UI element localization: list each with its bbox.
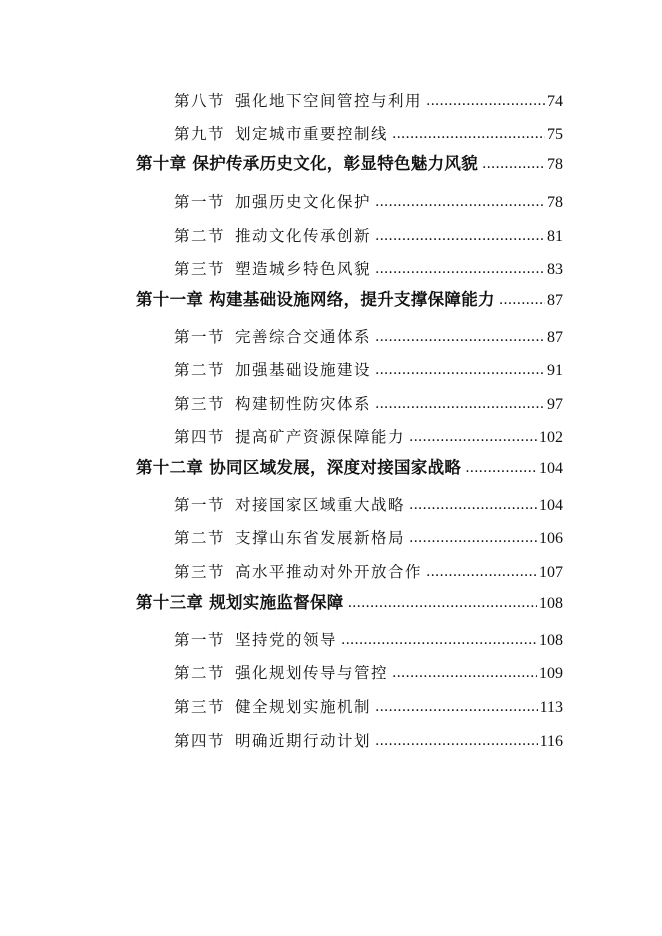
toc-entry-title: 明确近期行动计划: [235, 732, 372, 750]
toc-page-number: 102: [539, 429, 563, 446]
toc-entry-title: 高水平推动对外开放合作: [235, 563, 423, 581]
toc-dot-leader: [375, 729, 538, 753]
toc-section-number: 第八节: [174, 92, 226, 110]
toc-entry-label: [174, 560, 422, 584]
toc-section-number: 第二节: [174, 227, 226, 245]
toc-page-number: 78: [547, 194, 563, 211]
toc-page-number: 104: [539, 460, 563, 477]
toc-entry-title: 塑造城乡特色风貌: [235, 260, 372, 278]
toc-section-number: 第四节: [174, 732, 226, 750]
toc-entry-label: [174, 695, 371, 719]
toc-entry-title: 提高矿产资源保障能力: [235, 428, 406, 446]
toc-entry-label: [136, 591, 344, 615]
toc-entry[interactable]: [174, 560, 563, 584]
toc-section-number: 第二节: [174, 529, 226, 547]
toc-entry[interactable]: [174, 122, 563, 146]
toc-page-number: 107: [539, 564, 563, 581]
toc-chapter-entry[interactable]: [136, 591, 563, 615]
toc-dot-leader: [375, 695, 538, 719]
toc-page-number: 109: [539, 665, 563, 682]
toc-entry-title: 加强基础设施建设: [235, 361, 372, 379]
toc-entry-label: [174, 661, 388, 685]
toc-entry[interactable]: [174, 89, 563, 113]
toc-page-number: 106: [539, 530, 563, 547]
toc-section-number: 第三节: [174, 563, 226, 581]
toc-page-number: 113: [539, 699, 563, 716]
toc-entry-label: [136, 456, 461, 480]
toc-dot-leader: [426, 89, 545, 113]
toc-page-number: 87: [547, 292, 563, 309]
toc-dot-leader: [348, 591, 537, 615]
toc-chapter-number: 第十章: [136, 154, 187, 173]
toc-entry-label: [174, 190, 371, 214]
toc-chapter-entry[interactable]: [136, 288, 563, 312]
toc-dot-leader: [482, 152, 545, 176]
toc-section-number: 第二节: [174, 664, 226, 682]
toc-entry[interactable]: [174, 493, 563, 517]
toc-entry-title: 推动文化传承创新: [235, 227, 372, 245]
toc-entry-title: 完善综合交通体系: [235, 328, 372, 346]
toc-chapter-title: 规划实施监督保障: [209, 593, 344, 612]
toc-dot-leader: [392, 661, 537, 685]
toc-entry[interactable]: [174, 425, 563, 449]
toc-section-number: 第二节: [174, 361, 226, 379]
toc-entry-label: [174, 358, 371, 382]
toc-dot-leader: [375, 224, 545, 248]
toc-dot-leader: [375, 190, 545, 214]
toc-section-number: 第九节: [174, 125, 226, 143]
toc-entry[interactable]: [174, 729, 563, 753]
toc-dot-leader: [375, 392, 545, 416]
toc-dot-leader: [341, 628, 537, 652]
toc-entry-title: 划定城市重要控制线: [235, 125, 389, 143]
toc-entry-label: [136, 288, 495, 312]
toc-section-number: 第一节: [174, 328, 226, 346]
toc-entry[interactable]: [174, 325, 563, 349]
toc-page-number: 108: [539, 595, 563, 612]
toc-entry[interactable]: [174, 224, 563, 248]
toc-chapter-entry[interactable]: [136, 456, 563, 480]
toc-entry-label: [174, 425, 405, 449]
toc-entry-title: 对接国家区域重大战略: [235, 496, 406, 514]
toc-dot-leader: [465, 456, 537, 480]
toc-chapter-number: 第十二章: [136, 458, 204, 477]
toc-chapter-number: 第十三章: [136, 593, 204, 612]
toc-entry-label: [136, 152, 478, 176]
toc-chapter-number: 第十一章: [136, 290, 204, 309]
toc-dot-leader: [375, 325, 545, 349]
toc-page-number: 74: [547, 93, 563, 110]
toc-page-number: 104: [539, 497, 563, 514]
toc-entry-label: [174, 526, 405, 550]
toc-page-number: 75: [547, 126, 563, 143]
toc-entry[interactable]: [174, 358, 563, 382]
toc-entry-title: 强化规划传导与管控: [235, 664, 389, 682]
toc-entry[interactable]: [174, 257, 563, 281]
toc-entry[interactable]: [174, 526, 563, 550]
toc-entry-label: [174, 729, 371, 753]
toc-entry[interactable]: [174, 392, 563, 416]
toc-page-number: 78: [547, 156, 563, 173]
toc-section-number: 第三节: [174, 260, 226, 278]
toc-entry[interactable]: [174, 628, 563, 652]
toc-page-number: 87: [547, 329, 563, 346]
toc-entry-title: 坚持党的领导: [235, 631, 338, 649]
toc-page-number: 97: [547, 396, 563, 413]
toc-section-number: 第三节: [174, 698, 226, 716]
toc-chapter-title: 构建基础设施网络，提升支撑保障能力: [209, 290, 495, 309]
toc-page-number: 91: [547, 362, 563, 379]
toc-page-number: 83: [547, 261, 563, 278]
toc-entry[interactable]: [174, 661, 563, 685]
toc-chapter-entry[interactable]: [136, 152, 563, 176]
toc-entry-label: [174, 392, 371, 416]
toc-dot-leader: [409, 493, 537, 517]
toc-entry-label: [174, 89, 422, 113]
toc-entry[interactable]: [174, 695, 563, 719]
toc-entry-title: 加强历史文化保护: [235, 193, 372, 211]
toc-section-number: 第一节: [174, 193, 226, 211]
toc-entry-label: [174, 122, 388, 146]
toc-page-number: 81: [547, 228, 563, 245]
toc-dot-leader: [392, 122, 545, 146]
toc-chapter-title: 保护传承历史文化，彰显特色魅力风貌: [192, 154, 479, 173]
toc-entry-title: 构建韧性防灾体系: [235, 395, 372, 413]
toc-entry-label: [174, 224, 371, 248]
toc-dot-leader: [409, 425, 537, 449]
toc-dot-leader: [409, 526, 537, 550]
toc-entry-title: 支撑山东省发展新格局: [235, 529, 406, 547]
toc-entry-label: [174, 628, 337, 652]
toc-entry-title: 健全规划实施机制: [235, 698, 372, 716]
toc-chapter-title: 协同区域发展，深度对接国家战略: [209, 458, 462, 477]
toc-entry-label: [174, 325, 371, 349]
toc-entry[interactable]: [174, 190, 563, 214]
toc-dot-leader: [375, 257, 545, 281]
toc-dot-leader: [375, 358, 545, 382]
toc-section-number: 第四节: [174, 428, 226, 446]
toc-section-number: 第一节: [174, 631, 226, 649]
toc-page-number: 116: [539, 733, 563, 750]
toc-entry-title: 强化地下空间管控与利用: [235, 92, 423, 110]
toc-section-number: 第三节: [174, 395, 226, 413]
toc-page-number: 108: [539, 632, 563, 649]
toc-dot-leader: [426, 560, 537, 584]
toc-section-number: 第一节: [174, 496, 226, 514]
toc-entry-label: [174, 257, 371, 281]
toc-dot-leader: [499, 288, 545, 312]
toc-entry-label: [174, 493, 405, 517]
